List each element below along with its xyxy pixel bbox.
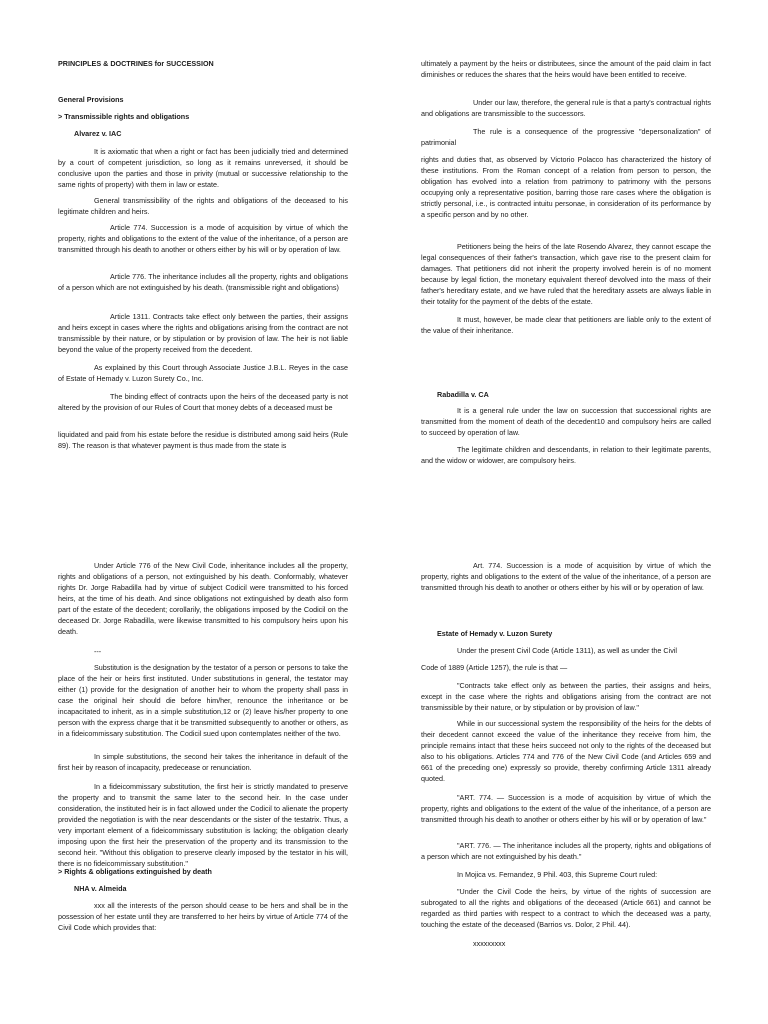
- paragraph: Under Article 776 of the New Civil Code, inheritance includes all the property, rights and obligations of a person, not extinguished by his death. Conformably, whatever rights Dr. Jorge Rabadilla had by virtue of subject Codicil were transmitted to his forced heirs, at the time of his death. And since obligations not extinguished by death also form part of the estate of the decedent; corollarily, the obligations imposed by the Codicil on the deceased Dr. Jorge Rabadilla, were likewise transmitted to his compulsory heirs upon his death.: [58, 561, 348, 636]
- paragraph: "ART. 774. — Succession is a mode of acquisition by virtue of which the property, rights and obligations to the extent of the value of the inheritance, of a person are transmitted through his death to another or others either by his will or by operation of law.": [421, 793, 711, 824]
- heading-extinguished-by-death: > Rights & obligations extinguished by death: [58, 867, 212, 876]
- case-title-rabadilla: Rabadilla v. CA: [437, 390, 489, 399]
- paragraph: liquidated and paid from his estate before the residue is distributed among said heirs (Rule 89). The reason is that whatever payment is thus made from the state is: [58, 430, 348, 450]
- case-title-nha: NHA v. Almeida: [74, 884, 127, 893]
- paragraph: Article 776. The inheritance includes all the property, rights and obligations of a person which are not extinguished by his death. (transmissible right and obligations): [58, 272, 348, 292]
- paragraph: Art. 774. Succession is a mode of acquisition by virtue of which the property, rights and obligations to the extent of the value of the inheritance, of a person are transmitted through his death to another or others either by his will or by operation of law.: [421, 561, 711, 592]
- paragraph: Under our law, therefore, the general rule is that a party's contractual rights and obligations are transmissible to the successors.: [421, 98, 711, 118]
- paragraph: It is a general rule under the law on succession that successional rights are transmitted from the moment of death of the decedent10 and compulsory heirs are called to succeed by operation of law.: [421, 406, 711, 437]
- paragraph: It must, however, be made clear that petitioners are liable only to the extent of the value of their inheritance.: [421, 315, 711, 335]
- paragraph: Article 1311. Contracts take effect only between the parties, their assigns and heirs except in cases where the rights and obligations arising from the contract are not transmissible by their nature, or by stipulation or by provision of law. The heir is not liable beyond the value of the property received from the decedent.: [58, 312, 348, 354]
- paragraph: It is axiomatic that when a right or fact has been judicially tried and determined by a court of competent jurisdiction, so long as it remains unreversed, it should be conclusive upon the parties and those in privity (mutual or successive relationship to the same rights of property) with them in law or estate.: [58, 147, 348, 189]
- paragraph: Under the present Civil Code (Article 1311), as well as under the Civil: [457, 646, 677, 655]
- paragraph: The rule is a consequence of the progressive "depersonalization" of patrimonial: [421, 127, 711, 147]
- paragraph: xxx all the interests of the person should cease to be hers and shall be in the possession of her estate until they are transferred to her heirs by virtue of Article 774 of the Civil Code which provides that:: [58, 901, 348, 932]
- separator: ---: [94, 647, 102, 656]
- paragraph: In Mojica vs. Fernandez, 9 Phil. 403, this Supreme Court ruled:: [457, 870, 658, 879]
- paragraph: Substitution is the designation by the testator of a person or persons to take the place of the heir or heirs first instituted. Under substitutions in general, the testator may either (1) provide for the designation of another heir to whom the property shall pass in case the original heir should die before him/her, renounce the inheritance or be incapacitated to inherit, as in a simple substitution,12 or (2) leave his/her property to one person with the express charge that it be transmitted subsequently to another or others, as in a fideicommissary substitution. The Codicil sued upon contemplates neither of the two.: [58, 663, 348, 738]
- paragraph: As explained by this Court through Associate Justice J.B.L. Reyes in the case of Estate of Hemady v. Luzon Surety Co., Inc.: [58, 363, 348, 383]
- paragraph: The binding effect of contracts upon the heirs of the deceased party is not altered by the provision of our Rules of Court that money debts of a deceased must be: [58, 392, 348, 412]
- heading-general-provisions: General Provisions: [58, 95, 124, 104]
- paragraph: "Contracts take effect only as between the parties, their assigns and heirs, except in the case where the rights and obligations arising from the contract are not transmissible by their nature, or by stipulation or by provision of law.": [421, 681, 711, 712]
- paragraph: In simple substitutions, the second heir takes the inheritance in default of the first heir by reason of incapacity, predecease or renunciation.: [58, 752, 348, 772]
- paragraph: ultimately a payment by the heirs or distributees, since the amount of the paid claim in fact diminishes or reduces the shares that the heirs would have been entitled to receive.: [421, 59, 711, 79]
- end-marker: xxxxxxxxx: [473, 939, 506, 948]
- heading-transmissible-rights: > Transmissible rights and obligations: [58, 112, 190, 121]
- paragraph: General transmissibility of the rights and obligations of the deceased to his legitimate children and heirs.: [58, 196, 348, 216]
- paragraph: Code of 1889 (Article 1257), the rule is that —: [421, 663, 568, 672]
- paragraph: "ART. 776. — The inheritance includes all the property, rights and obligations of a person which are not extinguished by his death.": [421, 841, 711, 861]
- paragraph: "Under the Civil Code the heirs, by virtue of the rights of succession are subrogated to all the rights and obligations of the deceased (Article 661) and cannot be regarded as third parties with respect to a contract to which the deceased was a party, touching the estate of the deceased (Barrios vs. Dolor, 2 Phil. 44).: [421, 887, 711, 929]
- paragraph: Petitioners being the heirs of the late Rosendo Alvarez, they cannot escape the legal consequences of their father's transaction, which gave rise to the present claim for damages. That petitioners did not inherit the property involved herein is of no moment because by legal fiction, the monetary equivalent thereof devolved into the mass of their father's hereditary estate, and we have ruled that the hereditary assets are always liable in their totality for the payment of the debts of the estate.: [421, 242, 711, 306]
- paragraph: Article 774. Succession is a mode of acquisition by virtue of which the property, rights and obligations to the extent of the value of the inheritance, of a person are transmitted through his death to another or others either by his will or by operation of law.: [58, 223, 348, 254]
- case-title-alvarez: Alvarez v. IAC: [74, 129, 122, 138]
- paragraph: While in our successional system the responsibility of the heirs for the debts of their decedent cannot exceed the value of the inheritance they receive from him, the principle remains intact that these heirs succeed not only to the rights of the deceased but also to his obligations. Articles 774 and 776 of the New Civil Code (and Articles 659 and 661 of the preceding one) expressly so provide, thereby confirming Article 1311 already quoted.: [421, 719, 711, 783]
- paragraph: rights and duties that, as observed by Victorio Polacco has characterized the history of these institutions. From the Roman concept of a relation from person to person, the obligation has evolved into a relation from patrimony to patrimony with the persons occupying only a representative position, barring those rare cases where the obligation is strictly personal, i.e., is contracted intuitu personae, in consideration of its performance by a specific person and by no other.: [421, 155, 711, 219]
- paragraph: In a fideicommissary substitution, the first heir is strictly mandated to preserve the property and to transmit the same later to the second heir. In the case under consideration, the instituted heir is in fact allowed under the Codicil to alienate the property provided the negotiation is with the near descendants or the sister of the testatrix. Thus, a very important element of a fideicommissary substitution is lacking; the obligation clearly imposing upon the first heir the preservation of the property and its transmission to the second heir. "Without this obligation to preserve clearly imposed by the testator in his will, there is no fideicommissary substitution.": [58, 782, 348, 868]
- document-title: PRINCIPLES & DOCTRINES for SUCCESSION: [58, 59, 214, 68]
- paragraph: The legitimate children and descendants, in relation to their legitimate parents, and the widow or widower, are compulsory heirs.: [421, 445, 711, 465]
- case-title-hemady: Estate of Hemady v. Luzon Surety: [437, 629, 553, 638]
